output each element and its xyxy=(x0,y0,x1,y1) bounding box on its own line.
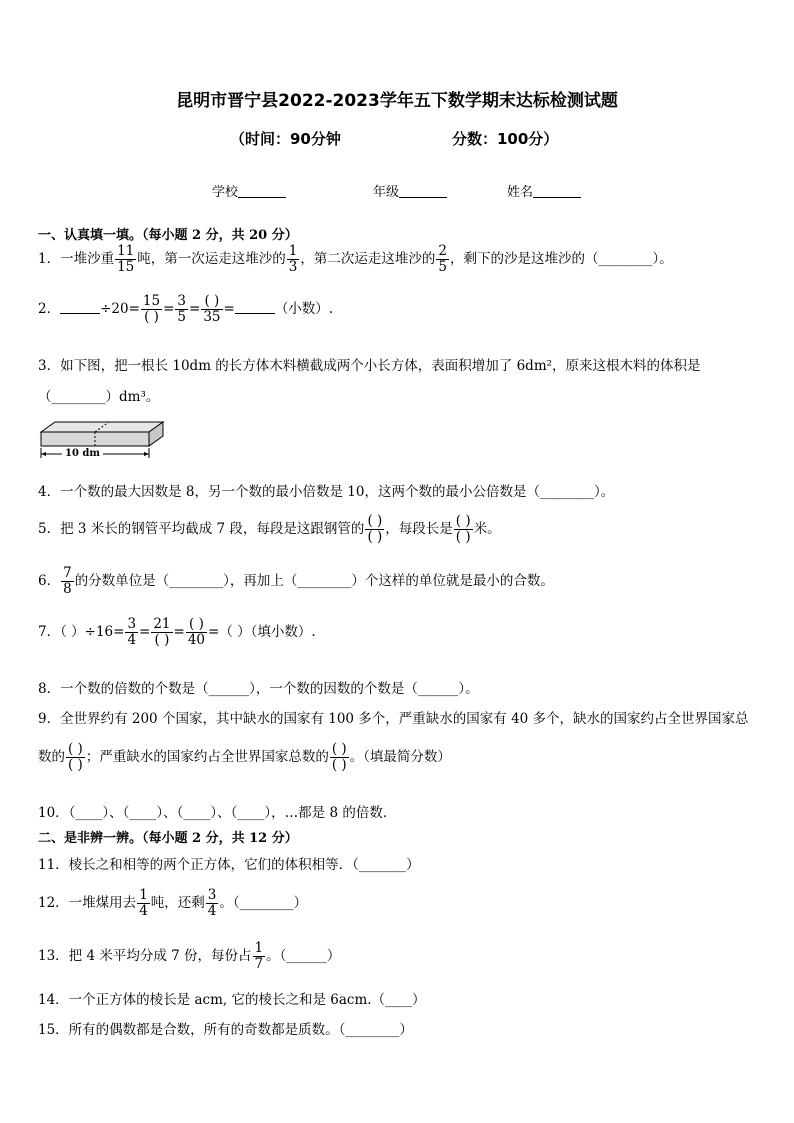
q9-fraction-2 xyxy=(330,742,349,773)
page-title: 昆明市晋宁县2022-2023学年五下数学期末达标检测试题 xyxy=(176,91,618,111)
q12-den-1: 4 xyxy=(139,902,148,919)
q2-text-b: ÷20= xyxy=(100,300,140,317)
q9-text-b: 数的 xyxy=(38,748,65,765)
question-1 xyxy=(38,244,673,275)
grade-blank[interactable] xyxy=(399,184,447,198)
q1-den-2: 3 xyxy=(288,258,298,275)
q6-text-b: 的分数单位是（________），再加上（________）个这样的单位就是最小的合数。 xyxy=(74,572,554,589)
q1-fraction-1 xyxy=(115,244,136,275)
q7-eq-1: = xyxy=(139,623,151,640)
q9-text-e: 。（填最简分数） xyxy=(349,748,451,765)
q13-den: 7 xyxy=(254,955,264,972)
q2-fraction-3 xyxy=(201,294,222,325)
q5-text-a: 5．把 3 米长的钢管平均截成 7 段，每段是这跟钢管的 xyxy=(38,520,365,537)
question-6 xyxy=(38,566,554,597)
q12-num-2: 3 xyxy=(207,887,217,903)
q12-fraction-2 xyxy=(206,888,219,919)
q5-num-2[interactable]: ( ) xyxy=(455,513,471,529)
q5-den-1[interactable]: ( ) xyxy=(367,528,383,545)
q2-text-a: 2． xyxy=(38,300,61,317)
q5-fraction-1 xyxy=(365,514,384,545)
school-blank[interactable] xyxy=(238,184,286,198)
q1-num-3: 2 xyxy=(438,243,447,259)
q2-den-2: 5 xyxy=(177,308,186,325)
q6-text-a: 6． xyxy=(38,572,61,589)
q2-blank-1[interactable] xyxy=(60,301,100,314)
q9-fraction-1 xyxy=(66,742,85,773)
q7-text-b: =（ ）（填小数）. xyxy=(208,623,316,640)
q7-num-2: 21 xyxy=(153,616,171,632)
q5-text-b: ，每段长是 xyxy=(385,520,453,537)
grade-field xyxy=(373,181,447,200)
name-blank[interactable] xyxy=(533,184,581,198)
q2-eq-3: = xyxy=(223,300,235,317)
question-14: 14．一个正方体的棱长是 acm, 它的棱长之和是 6acm.（____） xyxy=(38,992,426,1008)
q1-num-2: 1 xyxy=(288,243,298,259)
q5-num-1[interactable]: ( ) xyxy=(367,513,383,529)
q9-text-c: ；严重缺水的国家约占全世界国家总数的 xyxy=(85,748,329,765)
q1-den-3: 5 xyxy=(438,258,447,275)
q2-eq-2: = xyxy=(189,300,201,317)
q7-den-3: 40 xyxy=(187,631,206,648)
q7-fraction-1 xyxy=(125,617,138,648)
q7-text-a: 7．（ ）÷16= xyxy=(38,623,125,640)
q2-eq-1: = xyxy=(163,300,175,317)
q2-den-3: 35 xyxy=(203,308,221,325)
q12-text-c: 。（________） xyxy=(219,894,308,911)
question-5 xyxy=(38,514,501,545)
q7-num-3[interactable]: ( ) xyxy=(186,617,207,633)
q9-den-2[interactable]: ( ) xyxy=(331,756,347,773)
q2-text-c: （小数）. xyxy=(274,300,334,317)
question-7 xyxy=(38,617,316,648)
question-3-line-2: （________）dm³。 xyxy=(38,389,160,405)
question-3-line-1: 3．如下图，把一根长 10dm 的长方体木料横截成两个小长方体，表面积增加了 6dm²，原来这根木料的体积是 xyxy=(38,358,701,374)
q2-num-1: 15 xyxy=(142,293,161,309)
q7-num-1: 3 xyxy=(127,616,137,632)
question-9-line-1: 9．全世界约有 200 个国家，其中缺水的国家有 100 多个，严重缺水的国家有 40 多个，缺水的国家约占全世界国家总 xyxy=(38,711,749,727)
q1-fraction-2 xyxy=(287,244,300,275)
q7-fraction-2 xyxy=(151,617,172,648)
q7-den-2[interactable]: ( ) xyxy=(154,631,170,648)
question-12 xyxy=(38,888,307,919)
q2-fraction-1 xyxy=(141,294,162,325)
q9-den-1[interactable]: ( ) xyxy=(68,756,83,773)
question-15: 15．所有的偶数都是合数，所有的奇数都是质数。（________） xyxy=(38,1022,413,1038)
school-field xyxy=(212,181,286,200)
q12-text-b: 吨，还剩 xyxy=(150,894,205,911)
q13-text-a: 13．把 4 米平均分成 7 份，每份占 xyxy=(38,947,252,964)
q1-text-b: 吨，第一次运走这堆沙的 xyxy=(137,250,286,267)
question-11: 11．棱长之和相等的两个正方体，它们的体积相等．（_______） xyxy=(38,857,420,873)
q1-num-1: 11 xyxy=(117,243,135,259)
q2-num-2: 3 xyxy=(177,293,186,309)
section-1-heading: 一、认真填一填。（每小题 2 分，共 20 分） xyxy=(38,228,298,243)
grade-label: 年级 xyxy=(373,185,400,200)
question-8: 8．一个数的倍数的个数是（______），一个数的因数的个数是（______）。 xyxy=(38,681,479,697)
cuboid-length-label: 10 dm xyxy=(62,448,103,459)
q7-fraction-3 xyxy=(186,617,207,648)
q6-num: 7 xyxy=(63,565,72,581)
q2-den-1: ( ) xyxy=(144,308,159,325)
q5-fraction-2 xyxy=(454,514,473,545)
q7-den-1: 4 xyxy=(127,631,137,648)
q13-num: 1 xyxy=(254,940,264,956)
q12-fraction-1 xyxy=(137,888,150,919)
q5-text-c: 米。 xyxy=(473,520,501,537)
q13-fraction xyxy=(253,941,266,972)
q9-num-2[interactable]: ( ) xyxy=(331,741,347,757)
q6-den: 8 xyxy=(63,580,72,597)
q6-fraction xyxy=(61,566,74,597)
question-4: 4．一个数的最大因数是 8，另一个数的最小倍数是 10，这两个数的最小公倍数是（________）。 xyxy=(38,484,615,500)
q9-num-1[interactable]: ( ) xyxy=(68,741,83,757)
q1-den-1: 15 xyxy=(117,258,135,275)
q5-den-2[interactable]: ( ) xyxy=(455,528,471,545)
section-2-heading: 二、是非辨一辨。（每小题 2 分，共 12 分） xyxy=(38,831,298,846)
name-field xyxy=(507,181,581,200)
q2-num-3: ( ) xyxy=(201,294,222,310)
school-label: 学校 xyxy=(212,185,239,200)
question-9-line-2 xyxy=(38,742,451,773)
q13-text-b: 。（______） xyxy=(266,947,341,964)
exam-score: 分数：100分） xyxy=(452,130,559,148)
q1-fraction-3 xyxy=(436,244,449,275)
q1-text-a: 1．一堆沙重 xyxy=(38,250,115,267)
q1-text-c: ，第二次运走这堆沙的 xyxy=(300,250,436,267)
q2-blank-2[interactable] xyxy=(235,301,275,314)
q12-den-2: 4 xyxy=(207,902,217,919)
question-10: 10．（____）、（____）、（____）、（____），…都是 8 的倍数． xyxy=(38,805,397,821)
question-13 xyxy=(38,941,340,972)
q1-text-e: ，剩下的沙是这堆沙的（________）。 xyxy=(449,250,673,267)
exam-time: （时间：90分钟 xyxy=(230,130,341,148)
question-2 xyxy=(38,294,333,325)
q2-fraction-2 xyxy=(175,294,188,325)
q12-text-a: 12．一堆煤用去 xyxy=(38,894,137,911)
q12-num-1: 1 xyxy=(139,887,148,903)
q7-eq-2: = xyxy=(173,623,185,640)
name-label: 姓名 xyxy=(507,185,534,200)
